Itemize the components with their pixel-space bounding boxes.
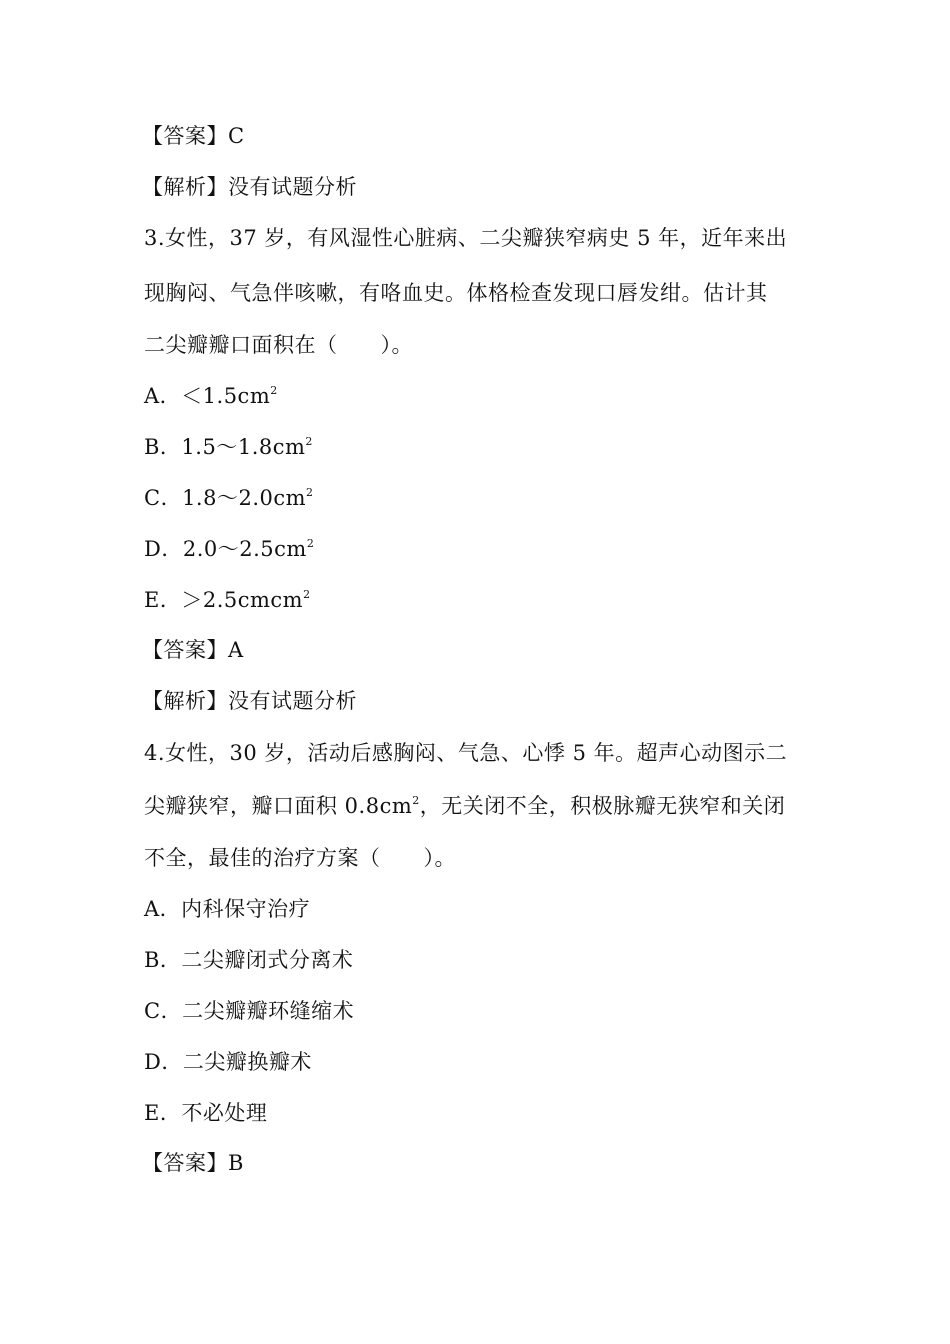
q4-option-d: D．二尖瓣换瓣术 [144,1050,312,1074]
q3-option-a: A．$<1.5cm^2$ [144,384,278,408]
q3-answer: 【答案】A [142,638,244,662]
q2-answer: 【答案】C [142,124,245,148]
q4-option-b: B．二尖瓣闭式分离术 [144,948,354,972]
q3-option-d: D．$2.0\sim 2.5cm^2$ [144,537,315,561]
q4-stem-line1: 4.女性，30 岁，活动后感胸闷、气急、心悸 5 年。超声心动图示二 [144,741,788,765]
q3-stem-line1: 3.女性，37 岁，有风湿性心脏病、二尖瓣狭窄病史 5 年，近年来出 [144,226,788,250]
q3-stem-line3: 二尖瓣瓣口面积在（ ）。 [144,333,413,357]
q4-option-e: E．不必处理 [144,1101,268,1125]
q4-stem-line2: 尖瓣狭窄，瓣口面积 $0.8cm^2$，无关闭不全，积极脉瓣无狭窄和关闭 [144,794,786,818]
q3-analysis: 【解析】没有试题分析 [142,689,357,713]
q3-stem-line2: 现胸闷、气急伴咳嗽，有咯血史。体格检查发现口唇发绀。估计其 [144,281,768,305]
q2-analysis: 【解析】没有试题分析 [142,175,357,199]
q4-option-c: C．二尖瓣瓣环缝缩术 [144,999,355,1023]
q3-option-e: E．＞2.5cmcm$^2$ [144,588,311,612]
q3-option-b: B．$1.5\sim 1.8cm^2$ [144,435,313,459]
q4-stem-line3: 不全，最佳的治疗方案（ ）。 [144,846,456,870]
q4-option-a: A．内科保守治疗 [144,897,311,921]
q3-option-c: C．$1.8\sim 2.0cm^2$ [144,486,314,510]
q4-answer: 【答案】B [142,1151,244,1175]
